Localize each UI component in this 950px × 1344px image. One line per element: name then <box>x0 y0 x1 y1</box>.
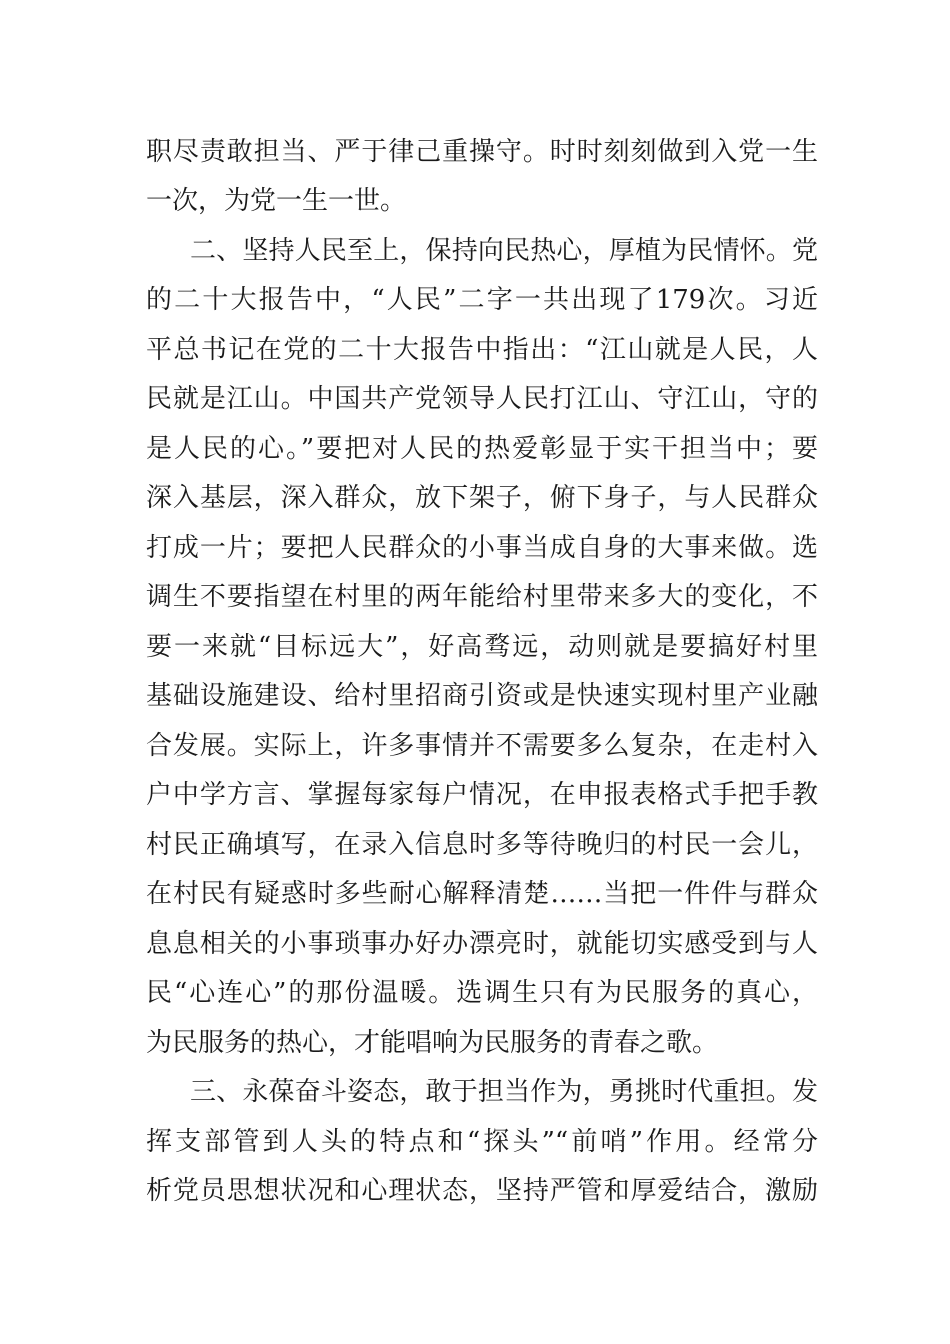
text-line-22: 析党员思想状况和心理状态，坚持严管和厚爱结合，激励 <box>146 1176 818 1206</box>
text-line-9: 打成一片；要把人民群众的小事当成自身的大事来做。选 <box>146 533 818 563</box>
text-line-12: 基础设施建设、给村里招商引资或是快速实现村里产业融 <box>146 681 818 711</box>
paragraph-heading-3: 三、永葆奋斗姿态，敢于担当作为，勇挑时代重担。发 <box>190 1077 818 1107</box>
text-line-15: 村民正确填写，在录入信息时多等待晚归的村民一会儿， <box>146 830 818 860</box>
text-line-17: 息息相关的小事琐事办好办漂亮时，就能切实感受到与人 <box>146 929 818 959</box>
text-line-6: 民就是江山。中国共产党领导人民打江山、守江山，守的 <box>146 384 818 414</box>
text-line-1: 职尽责敢担当、严于律己重操守。时时刻刻做到入党一生 <box>146 137 818 167</box>
text-line-16: 在村民有疑惑时多些耐心解释清楚……当把一件件与群众 <box>146 879 818 909</box>
text-line-18: 民“心连心”的那份温暖。选调生只有为民服务的真心， <box>146 978 818 1008</box>
text-line-14: 户中学方言、掌握每家每户情况，在申报表格式手把手教 <box>146 780 818 810</box>
text-line-4: 的二十大报告中，“人民”二字一共出现了179次。习近 <box>146 285 818 315</box>
text-line-19: 为民服务的热心，才能唱响为民服务的青春之歌。 <box>146 1028 719 1058</box>
text-line-21: 挥支部管到人头的特点和“探头”“前哨”作用。经常分 <box>146 1127 818 1157</box>
text-line-7: 是人民的心。”要把对人民的热爱彰显于实干担当中；要 <box>146 434 818 464</box>
text-line-10: 调生不要指望在村里的两年能给村里带来多大的变化，不 <box>146 582 818 612</box>
text-line-13: 合发展。实际上，许多事情并不需要多么复杂，在走村入 <box>146 731 818 761</box>
paragraph-heading-2: 二、坚持人民至上，保持向民热心，厚植为民情怀。党 <box>190 236 818 266</box>
text-line-11: 要一来就“目标远大”，好高骛远，动则就是要搞好村里 <box>146 632 818 662</box>
text-line-8: 深入基层，深入群众，放下架子，俯下身子，与人民群众 <box>146 483 818 513</box>
text-line-5: 平总书记在党的二十大报告中指出：“江山就是人民，人 <box>146 335 818 365</box>
text-line-2: 一次，为党一生一世。 <box>146 186 407 216</box>
